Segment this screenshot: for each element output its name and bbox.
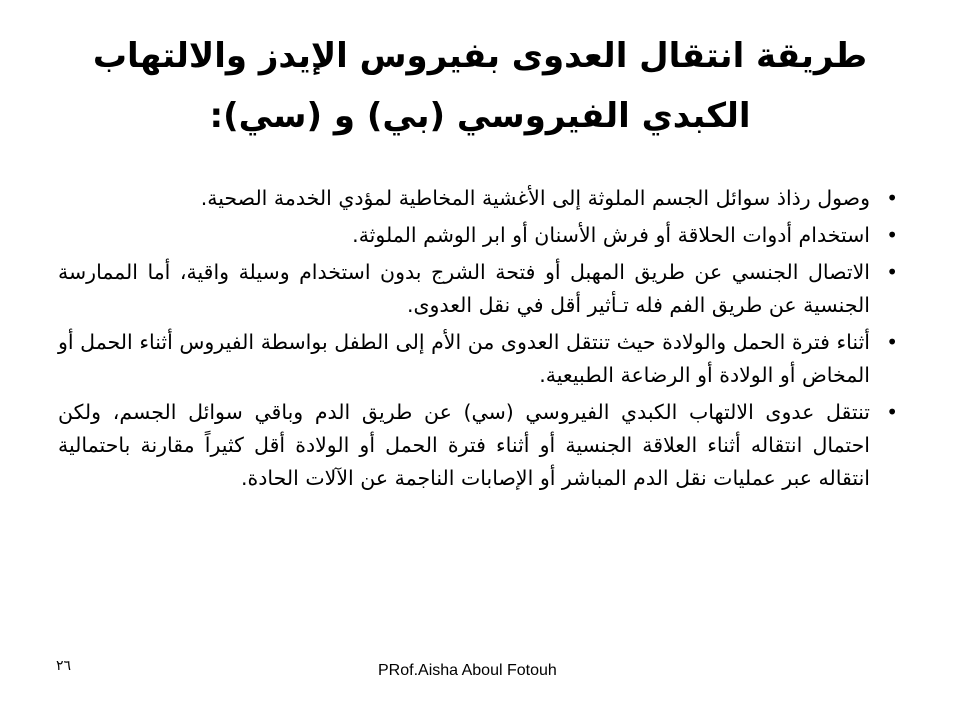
footer-author: PRof.Aisha Aboul Fotouh [378, 662, 557, 679]
bullet-item [58, 326, 900, 392]
bullet-text: الاتصال الجنسي عن طريق المهبل أو فتحة الشرج بدون استخدام وسيلة واقية، أما الممارسة الجنسية عن طريق الفم فله تـأثير أقل في نقل العدوى. [58, 260, 870, 317]
bullet-item [58, 182, 900, 215]
bullet-item [58, 256, 900, 322]
bullet-marker-icon: • [886, 186, 898, 210]
bullet-item [58, 396, 900, 495]
slide-title-line-2: الكبدي الفيروسي (بي) و (سي): [209, 96, 751, 136]
bullet-marker-icon: • [886, 223, 898, 247]
bullet-list [58, 182, 900, 499]
bullet-text: استخدام أدوات الحلاقة أو فرش الأسنان أو ابر الوشم الملوثة. [352, 223, 870, 247]
slide-title-line-1: طريقة انتقال العدوى بفيروس الإيدز والالتهاب [92, 36, 868, 76]
bullet-marker-icon: • [886, 260, 898, 284]
bullet-marker-icon: • [886, 330, 898, 354]
bullet-text: وصول رذاذ سوائل الجسم الملوثة إلى الأغشية المخاطية لمؤدي الخدمة الصحية. [200, 186, 870, 210]
bullet-text: أثناء فترة الحمل والولادة حيث تنتقل العدوى من الأم إلى الطفل بواسطة الفيروس أثناء الحمل أو المخاض أو الولادة أو الرضاعة الطبيعية. [58, 330, 870, 387]
bullet-item [58, 219, 900, 252]
bullet-marker-icon: • [886, 400, 898, 424]
page-number: ٢٦ [56, 658, 72, 674]
bullet-text: تنتقل عدوى الالتهاب الكبدي الفيروسي (سي) عن طريق الدم وباقي سوائل الجسم، ولكن احتمال انتقاله أثناء العلاقة الجنسية أو أثناء فترة الحمل أو الولادة أقل كثيراً مقارنة باحتمالية انتقاله عبر عمليات نقل الدم المباشر أو الإصابات الناجمة عن الآلات الحادة. [58, 400, 870, 490]
slide-title [40, 26, 920, 146]
